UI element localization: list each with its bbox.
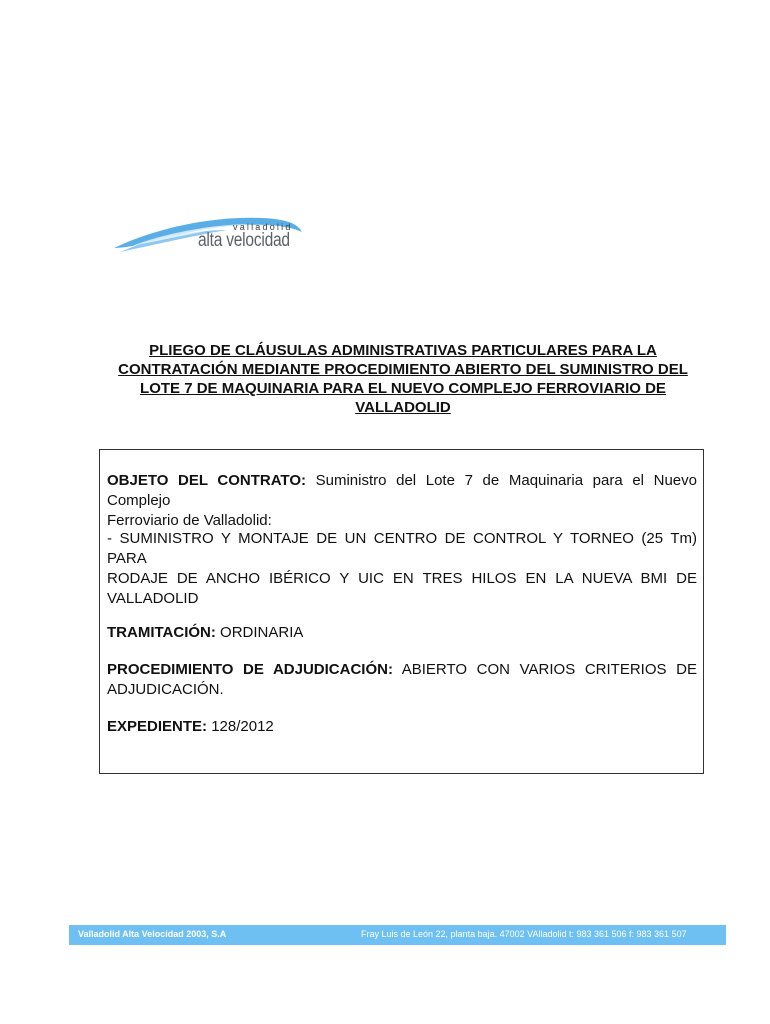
procedimiento-label: PROCEDIMIENTO DE ADJUDICACIÓN: [107,661,393,678]
objeto-text-continued: Ferroviario de Valladolid: [107,512,272,529]
expediente-value: 128/2012 [207,718,274,735]
title-line: PLIEGO DE CLÁUSULAS ADMINISTRATIVAS PARTICULARES PARA LA [149,342,657,359]
company-logo [112,208,312,268]
contract-summary-box [99,449,704,774]
document-title [100,341,706,417]
title-line: VALLADOLID [355,399,451,416]
title-line: LOTE 7 DE MAQUINARIA PARA EL NUEVO COMPLEJO FERROVIARIO DE [140,380,666,397]
procedimiento-value-continued: ADJUDICACIÓN. [107,681,224,698]
suministro-line: - SUMINISTRO Y MONTAJE DE UN CENTRO DE CONTROL Y TORNEO (25 Tm) PARA [107,530,697,567]
suministro-line: RODAJE DE ANCHO IBÉRICO Y UIC EN TRES HILOS EN LA NUEVA BMI DE [107,570,697,587]
footer-company: Valladolid Alta Velocidad 2003, S.A [78,929,227,939]
expediente-label: EXPEDIENTE: [107,718,208,735]
title-line: CONTRATACIÓN MEDIANTE PROCEDIMIENTO ABIERTO DEL SUMINISTRO DEL [118,361,688,378]
objeto-text: Suministro del Lote 7 de Maquinaria para el Nuevo Complejo [107,472,697,509]
procedimiento-paragraph [107,660,697,700]
tramitacion-value: ORDINARIA [215,624,304,641]
logo-top-text: valladolid [233,222,293,232]
objeto-paragraph [107,471,697,531]
page-footer [69,925,726,945]
procedimiento-value: ABIERTO CON VARIOS CRITERIOS DE [392,661,697,678]
footer-address: Fray Luis de León 22, planta baja. 47002 VAlladolid t: 983 361 506 f: 983 361 507 [361,929,687,939]
suministro-line: VALLADOLID [107,590,199,607]
tramitacion-paragraph [107,623,697,643]
tramitacion-label: TRAMITACIÓN: [107,624,216,641]
expediente-paragraph [107,717,697,737]
suministro-paragraph [107,529,697,609]
logo-main-text: alta velocidad [198,230,290,251]
objeto-label: OBJETO DEL CONTRATO: [107,472,306,489]
